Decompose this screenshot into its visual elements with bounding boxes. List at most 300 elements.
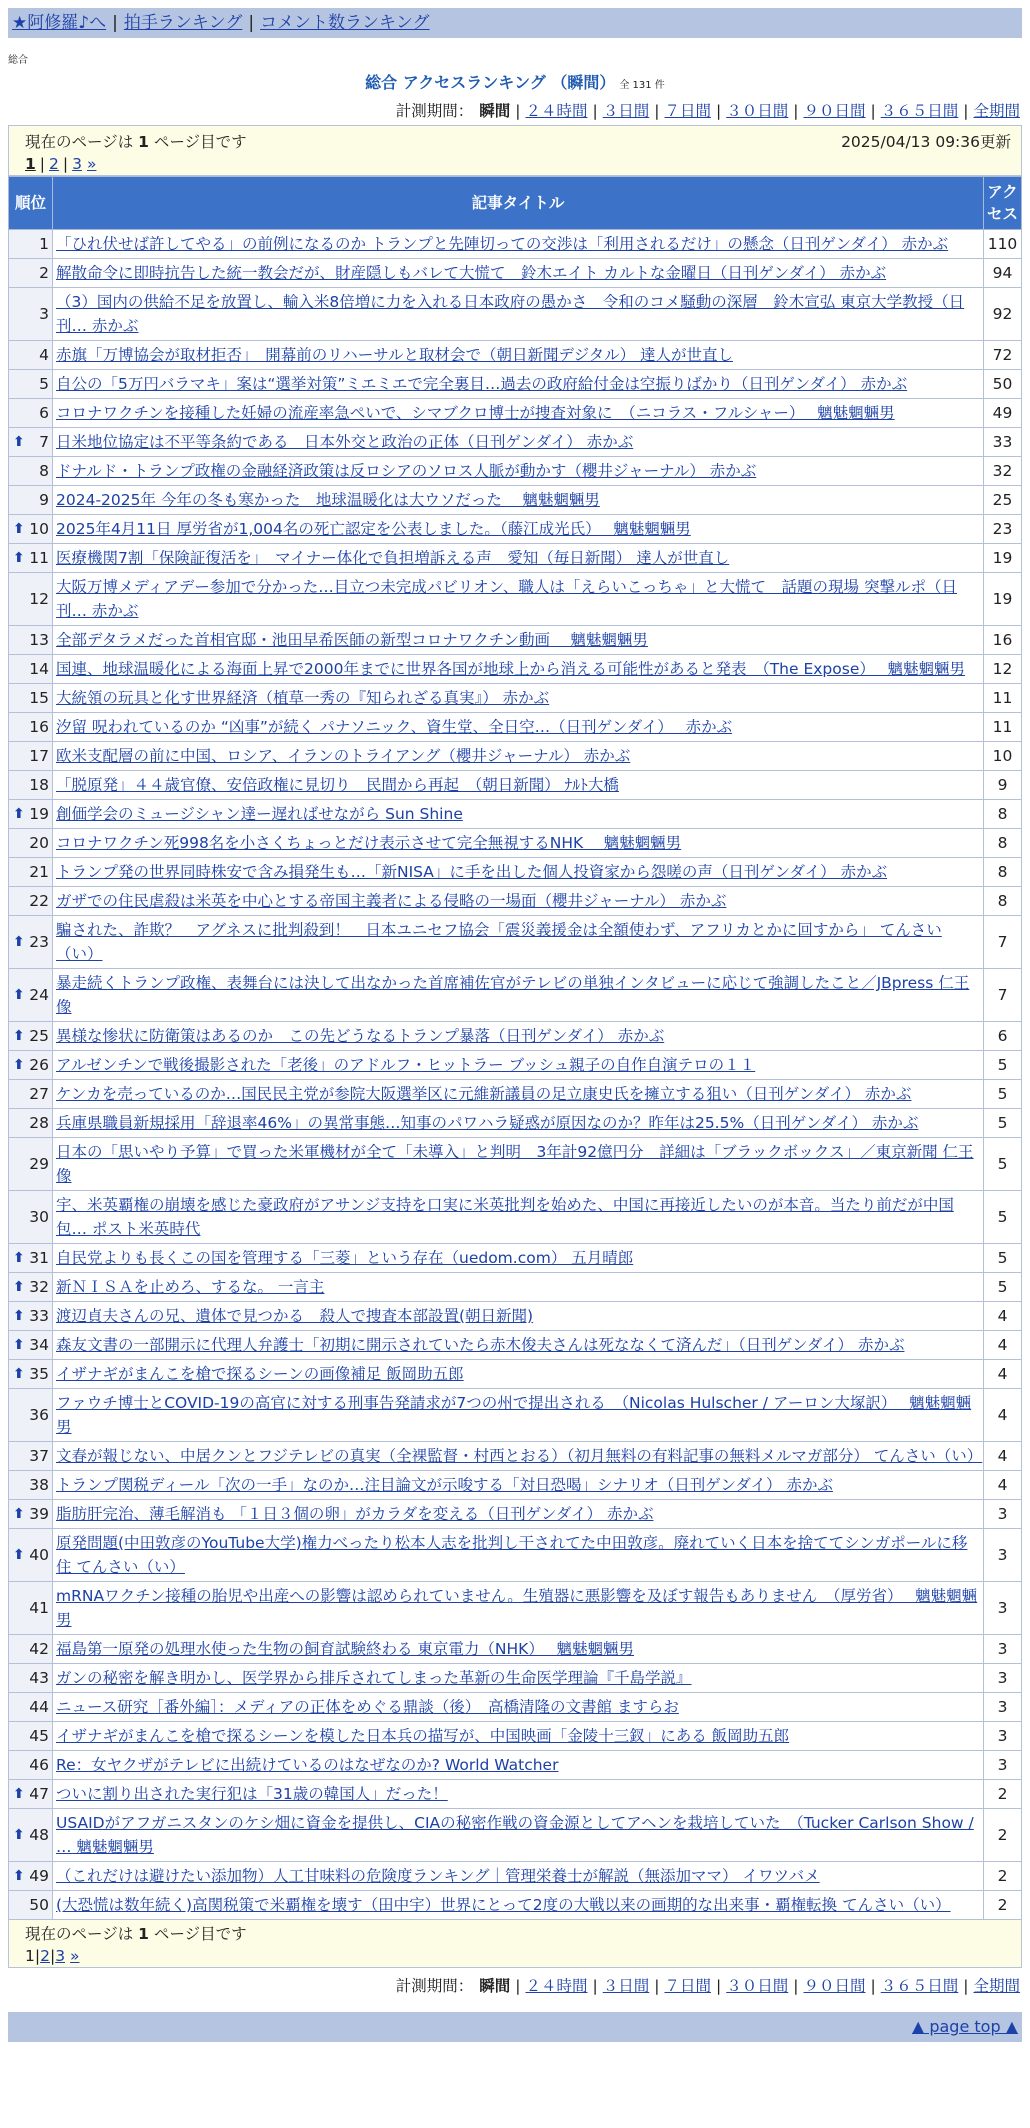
access-count: 4 bbox=[984, 1471, 1022, 1500]
table-row bbox=[9, 486, 1022, 515]
title-cell bbox=[53, 259, 984, 288]
table-row bbox=[9, 1500, 1022, 1529]
period-separator: | bbox=[963, 102, 969, 120]
access-count: 5 bbox=[984, 1138, 1022, 1191]
period-link[interactable]: ３６５日間 bbox=[880, 102, 959, 120]
rank-cell bbox=[9, 259, 53, 288]
access-count: 7 bbox=[984, 969, 1022, 1022]
article-title-link[interactable]: 医療機関7割「保険証復活を」 マイナー体化で負担増訴える声 愛知（毎日新聞） 達人が世直し bbox=[56, 549, 730, 567]
title-cell bbox=[53, 1138, 984, 1191]
page-current: 1 bbox=[25, 155, 36, 173]
rank-number: 24 bbox=[29, 986, 49, 1004]
article-title-link[interactable]: 自公の「5万円バラマキ」案は“選挙対策”ミエミエで完全裏目…過去の政府給付金は空振りばかり（日刊ゲンダイ） 赤かぶ bbox=[56, 375, 908, 393]
table-row bbox=[9, 1442, 1022, 1471]
period-link[interactable]: ３日間 bbox=[602, 1977, 650, 1995]
table-row bbox=[9, 1722, 1022, 1751]
article-title-link[interactable]: 文春が報じない、中居クンとフジテレビの真実（全裸監督・村西とおる）（初月無料の有料記事の無料メルマガ部分） てんさい（い） bbox=[56, 1447, 983, 1465]
arrow-up-icon: ⬆ bbox=[13, 1506, 25, 1522]
article-title-link[interactable]: 創価学会のミュージシャン達ー遅ればせながら Sun Shine bbox=[56, 805, 463, 823]
article-title-link[interactable]: ファウチ博士とCOVID-19の高官に対する刑事告発請求が7つの州で提出される （Nicolas Hulscher / アーロン大塚訳） 魑魅魍魎男 bbox=[56, 1394, 972, 1436]
article-title-link[interactable]: 解散命令に即時抗告した統一教会だが、財産隠しもバレて大慌て 鈴木エイト カルトな金曜日（日刊ゲンダイ） 赤かぶ bbox=[56, 264, 887, 282]
nav-separator: | bbox=[112, 13, 118, 33]
rank-number: 2 bbox=[39, 264, 49, 282]
period-link[interactable]: ３６５日間 bbox=[880, 1977, 959, 1995]
access-count: 4 bbox=[984, 1442, 1022, 1471]
rank-cell bbox=[9, 916, 53, 969]
title-cell bbox=[53, 1273, 984, 1302]
access-count: 4 bbox=[984, 1331, 1022, 1360]
pagination-top bbox=[25, 155, 1011, 173]
rank-number: 45 bbox=[29, 1727, 49, 1745]
arrow-up-icon: ⬆ bbox=[13, 434, 25, 450]
rank-number: 23 bbox=[29, 933, 49, 951]
rank-cell bbox=[9, 1751, 53, 1780]
arrow-up-icon: ⬆ bbox=[13, 806, 25, 822]
article-title-link[interactable]: 福島第一原発の処理水使った生物の飼育試験終わる 東京電力（NHK） 魑魅魍魎男 bbox=[56, 1640, 635, 1658]
period-selector-bottom bbox=[8, 1974, 1020, 1996]
access-count: 32 bbox=[984, 457, 1022, 486]
period-link[interactable]: ７日間 bbox=[664, 1977, 711, 1995]
arrow-up-icon: ⬆ bbox=[13, 1786, 25, 1802]
footer-bar bbox=[8, 2012, 1022, 2042]
rank-cell bbox=[9, 858, 53, 887]
rank-cell bbox=[9, 1635, 53, 1664]
article-title-link[interactable]: ドナルド・トランプ政権の金融経済政策は反ロシアのソロス人脈が動かす（櫻井ジャーナル） 赤かぶ bbox=[56, 462, 757, 480]
rank-cell bbox=[9, 230, 53, 259]
period-separator: | bbox=[870, 1977, 876, 1995]
access-count: 2 bbox=[984, 1891, 1022, 1920]
rank-cell bbox=[9, 829, 53, 858]
rank-number: 32 bbox=[29, 1278, 49, 1296]
article-title-link[interactable]: 異様な惨状に防衛策はあるのか この先どうなるトランプ暴落（日刊ゲンダイ） 赤かぶ bbox=[56, 1027, 665, 1045]
access-count: 5 bbox=[984, 1191, 1022, 1244]
title-cell bbox=[53, 858, 984, 887]
rank-number: 34 bbox=[29, 1336, 49, 1354]
arrow-up-icon: ⬆ bbox=[13, 1337, 25, 1353]
title-cell bbox=[53, 544, 984, 573]
article-title-link[interactable]: 全部デタラメだった首相官邸・池田早希医師の新型コロナワクチン動画 魑魅魍魎男 bbox=[56, 631, 648, 649]
article-title-link[interactable]: 宇、米英覇権の崩壊を感じた豪政府がアサンジ支持を口実に米英批判を始めた、中国に再接近したいのが本音。当たり前だが中国包… ポスト米英時代 bbox=[56, 1196, 954, 1238]
rank-number: 38 bbox=[29, 1476, 49, 1494]
table-row bbox=[9, 1302, 1022, 1331]
article-title-link[interactable]: ケンカを売っているのか…国民民主党が参院大阪選挙区に元維新議員の足立康史氏を擁立する狙い（日刊ゲンダイ） 赤かぶ bbox=[56, 1085, 912, 1103]
table-row bbox=[9, 1051, 1022, 1080]
rank-number: 48 bbox=[29, 1826, 49, 1844]
access-count: 5 bbox=[984, 1080, 1022, 1109]
rank-cell bbox=[9, 544, 53, 573]
table-row bbox=[9, 573, 1022, 626]
rank-number: 20 bbox=[29, 834, 49, 852]
page-current: 1 bbox=[25, 1947, 35, 1965]
title-cell bbox=[53, 1191, 984, 1244]
period-link[interactable]: ３０日間 bbox=[726, 1977, 789, 1995]
asyura-home-link[interactable]: ★阿修羅♪へ bbox=[12, 13, 107, 33]
rank-cell bbox=[9, 288, 53, 341]
article-title-link[interactable]: 汐留 呪われているのか “凶事”が続く パナソニック、資生堂、全日空…（日刊ゲンダイ） 赤かぶ bbox=[56, 718, 733, 736]
page-link[interactable]: 2 bbox=[40, 1947, 50, 1965]
rank-number: 21 bbox=[29, 863, 49, 881]
title-cell bbox=[53, 1244, 984, 1273]
table-row bbox=[9, 916, 1022, 969]
rank-cell bbox=[9, 1360, 53, 1389]
title-cell bbox=[53, 428, 984, 457]
access-count: 92 bbox=[984, 288, 1022, 341]
title-cell bbox=[53, 370, 984, 399]
article-title-link[interactable]: （これだけは避けたい添加物）人工甘味料の危険度ランキング｜管理栄養士が解説（無添加ママ） イワツバメ bbox=[56, 1867, 820, 1885]
table-row bbox=[9, 626, 1022, 655]
title-cell bbox=[53, 1529, 984, 1582]
article-title-link[interactable]: 国連、地球温暖化による海面上昇で2000年までに世界各国が地球上から消える可能性があると発表 （The Expose） 魑魅魍魎男 bbox=[56, 660, 966, 678]
title-cell bbox=[53, 1500, 984, 1529]
rank-number: 50 bbox=[29, 1896, 49, 1914]
rank-cell bbox=[9, 1022, 53, 1051]
table-row bbox=[9, 1138, 1022, 1191]
period-separator: | bbox=[793, 102, 799, 120]
article-title-link[interactable]: 2024-2025年 今年の冬も寒かった 地球温暖化は大ウソだった 魑魅魍魎男 bbox=[56, 491, 600, 509]
rank-cell bbox=[9, 1109, 53, 1138]
rank-cell bbox=[9, 1891, 53, 1920]
rank-cell bbox=[9, 1780, 53, 1809]
rank-cell bbox=[9, 399, 53, 428]
table-row bbox=[9, 1022, 1022, 1051]
access-count: 11 bbox=[984, 713, 1022, 742]
table-row bbox=[9, 1273, 1022, 1302]
article-title-link[interactable]: 暴走続くトランプ政権、表舞台には決して出なかった首席補佐官がテレビの単独インタビューに応じて強調したこと／JBpress 仁王像 bbox=[56, 974, 970, 1016]
rank-number: 25 bbox=[29, 1027, 49, 1045]
title-cell bbox=[53, 969, 984, 1022]
title-cell bbox=[53, 1022, 984, 1051]
table-row bbox=[9, 655, 1022, 684]
rank-cell bbox=[9, 1862, 53, 1891]
nav-separator: | bbox=[248, 13, 255, 33]
rank-cell bbox=[9, 1331, 53, 1360]
title-cell bbox=[53, 573, 984, 626]
period-link[interactable]: ７日間 bbox=[664, 102, 711, 120]
arrow-up-icon: ⬆ bbox=[13, 1868, 25, 1884]
article-title-link[interactable]: 兵庫県職員新規採用「辞退率46%」の異常事態…知事のパワハラ疑惑が原因なのか？昨年は25.5%（日刊ゲンダイ） 赤かぶ bbox=[56, 1114, 919, 1132]
article-title-link[interactable]: 大統領の玩具と化す世界経済（植草一秀の『知られざる真実』） 赤かぶ bbox=[56, 689, 550, 707]
rank-cell bbox=[9, 1722, 53, 1751]
table-row bbox=[9, 341, 1022, 370]
rank-cell bbox=[9, 655, 53, 684]
title-cell bbox=[53, 1302, 984, 1331]
rank-cell bbox=[9, 370, 53, 399]
rank-cell bbox=[9, 771, 53, 800]
table-row bbox=[9, 1529, 1022, 1582]
section-label: 総合 bbox=[8, 55, 28, 66]
article-title-link[interactable]: （3）国内の供給不足を放置し、輸入米8倍増に力を入れる日本政府の愚かさ 令和のコメ騒動の深層 鈴木宣弘 東京大学教授（日刊… 赤かぶ bbox=[56, 293, 965, 335]
article-title-link[interactable]: 新ＮＩＳＡを止めろ、するな。 一言主 bbox=[56, 1278, 325, 1296]
access-count: 3 bbox=[984, 1664, 1022, 1693]
access-count: 12 bbox=[984, 655, 1022, 684]
header-title: 記事タイトル bbox=[53, 177, 984, 230]
title-cell bbox=[53, 1080, 984, 1109]
table-row bbox=[9, 544, 1022, 573]
table-row bbox=[9, 1331, 1022, 1360]
article-title-link[interactable]: ついに割り出された実行犯は「31歳の韓国人」だった！ bbox=[56, 1785, 448, 1803]
title-cell bbox=[53, 1693, 984, 1722]
title-cell bbox=[53, 1471, 984, 1500]
rank-number: 16 bbox=[29, 718, 49, 736]
table-row bbox=[9, 1080, 1022, 1109]
table-row bbox=[9, 230, 1022, 259]
period-separator: | bbox=[654, 102, 660, 120]
table-row bbox=[9, 370, 1022, 399]
top-navigation bbox=[8, 8, 1022, 38]
arrow-up-icon: ⬆ bbox=[13, 1057, 25, 1073]
rank-cell bbox=[9, 1529, 53, 1582]
access-count: 3 bbox=[984, 1500, 1022, 1529]
rank-number: 13 bbox=[29, 631, 49, 649]
rank-number: 36 bbox=[29, 1406, 49, 1424]
access-count: 3 bbox=[984, 1529, 1022, 1582]
period-link[interactable]: ３日間 bbox=[602, 102, 650, 120]
article-title-link[interactable]: 欧米支配層の前に中国、ロシア、イランのトライアング（櫻井ジャーナル） 赤かぶ bbox=[56, 747, 631, 765]
access-count: 9 bbox=[984, 771, 1022, 800]
arrow-up-icon: ⬆ bbox=[13, 987, 25, 1003]
period-link[interactable]: 全期間 bbox=[973, 1977, 1020, 1995]
article-title-link[interactable]: コロナワクチン死998名を小さくちょっとだけ表示させて完全無視するNHK 魑魅魍魎男 bbox=[56, 834, 682, 852]
title-cell bbox=[53, 341, 984, 370]
title-cell bbox=[53, 1331, 984, 1360]
article-title-link[interactable]: USAIDがアフガニスタンのケシ畑に資金を提供し、CIAの秘密作戦の資金源としてアヘンを栽培していた （Tucker Carlson Show / … 魑魅魍魎男 bbox=[56, 1814, 974, 1856]
rank-number: 44 bbox=[29, 1698, 49, 1716]
table-row bbox=[9, 399, 1022, 428]
rank-cell bbox=[9, 1664, 53, 1693]
title-cell bbox=[53, 1722, 984, 1751]
table-row bbox=[9, 684, 1022, 713]
page-separator: | bbox=[49, 1947, 56, 1965]
access-count: 19 bbox=[984, 544, 1022, 573]
table-row bbox=[9, 1191, 1022, 1244]
period-link[interactable]: 全期間 bbox=[973, 102, 1020, 120]
table-row bbox=[9, 1244, 1022, 1273]
rank-number: 14 bbox=[29, 660, 49, 678]
article-title-link[interactable]: 渡辺貞夫さんの兄、遺体で見つかる 殺人で捜査本部設置(朝日新聞) bbox=[56, 1307, 534, 1325]
title-cell bbox=[53, 1109, 984, 1138]
header-rank: 順位 bbox=[9, 177, 53, 230]
table-row bbox=[9, 428, 1022, 457]
access-count: 3 bbox=[984, 1582, 1022, 1635]
rank-cell bbox=[9, 1389, 53, 1442]
rank-cell bbox=[9, 800, 53, 829]
rank-cell bbox=[9, 969, 53, 1022]
title-cell bbox=[53, 1664, 984, 1693]
access-count: 3 bbox=[984, 1751, 1022, 1780]
article-title-link[interactable]: 自民党よりも長くこの国を管理する「三菱」という存在（uedom.com） 五月晴郎 bbox=[56, 1249, 634, 1267]
access-count: 50 bbox=[984, 370, 1022, 399]
period-link[interactable]: ２４時間 bbox=[525, 102, 588, 120]
title-cell bbox=[53, 742, 984, 771]
access-count: 3 bbox=[984, 1693, 1022, 1722]
article-title-link[interactable]: 騙された、詐欺？ アグネスに批判殺到！ 日本ユニセフ協会「震災義援金は全額使わず、アフリカとかに回すから」 てんさい（い） bbox=[56, 921, 942, 963]
access-count: 4 bbox=[984, 1360, 1022, 1389]
title-cell bbox=[53, 1780, 984, 1809]
rank-cell bbox=[9, 1051, 53, 1080]
title-cell bbox=[53, 399, 984, 428]
access-count: 5 bbox=[984, 1244, 1022, 1273]
access-count: 16 bbox=[984, 626, 1022, 655]
access-count: 8 bbox=[984, 800, 1022, 829]
article-title-link[interactable]: コロナワクチンを接種した妊婦の流産率急ぺいで、シマブクロ博士が捜査対象に （ニコラス・フルシャー） 魑魅魍魎男 bbox=[56, 404, 895, 422]
article-title-link[interactable]: 森友文書の一部開示に代理人弁護士「初期に開示されていたら赤木俊夫さんは死ななくて済んだ」（日刊ゲンダイ） 赤かぶ bbox=[56, 1336, 905, 1354]
comment-ranking-link[interactable]: コメント数ランキング bbox=[260, 13, 430, 33]
article-title-link[interactable]: mRNAワクチン接種の胎児や出産への影響は認められていません。生殖器に悪影響を及ぼす報告もありません （厚労省） 魑魅魍魎男 bbox=[56, 1587, 978, 1629]
access-count: 94 bbox=[984, 259, 1022, 288]
period-link[interactable]: ３０日間 bbox=[726, 102, 789, 120]
period-separator: | bbox=[716, 1977, 722, 1995]
title-cell bbox=[53, 288, 984, 341]
table-row bbox=[9, 1109, 1022, 1138]
table-row bbox=[9, 969, 1022, 1022]
article-title-link[interactable]: トランプ発の世界同時株安で含み損発生も…「新NISA」に手を出した個人投資家から怨嗟の声（日刊ゲンダイ） 赤かぶ bbox=[56, 863, 888, 881]
access-count: 8 bbox=[984, 829, 1022, 858]
title-cell bbox=[53, 515, 984, 544]
article-title-link[interactable]: ガンの秘密を解き明かし、医学界から排斥されてしまった革新の生命医学理論『千島学説』 bbox=[56, 1669, 692, 1687]
table-row bbox=[9, 288, 1022, 341]
arrow-up-icon: ⬆ bbox=[13, 1250, 25, 1266]
arrow-up-icon: ⬆ bbox=[13, 1827, 25, 1843]
article-title-link[interactable]: 2025年4月11日 厚労省が1,004名の死亡認定を公表しました。（藤江成光氏） 魑魅魍魎男 bbox=[56, 520, 691, 538]
title-cell bbox=[53, 1635, 984, 1664]
access-count: 7 bbox=[984, 916, 1022, 969]
rank-number: 35 bbox=[29, 1365, 49, 1383]
article-title-link[interactable]: イザナギがまんこを槍で探るシーンの画像補足 飯岡助五郎 bbox=[56, 1365, 464, 1383]
page-link[interactable]: 3 bbox=[72, 155, 83, 173]
access-count: 110 bbox=[984, 230, 1022, 259]
table-row bbox=[9, 1664, 1022, 1693]
period-link[interactable]: ９０日間 bbox=[803, 1977, 866, 1995]
header-access: アクセス bbox=[984, 177, 1022, 230]
period-link[interactable]: ９０日間 bbox=[803, 102, 866, 120]
title-cell bbox=[53, 916, 984, 969]
page-link[interactable]: 2 bbox=[49, 155, 59, 173]
pagination-bottom bbox=[25, 1947, 1011, 1965]
rank-number: 46 bbox=[29, 1756, 49, 1774]
title-cell bbox=[53, 1862, 984, 1891]
period-separator: | bbox=[716, 102, 722, 120]
applause-ranking-link[interactable]: 拍手ランキング bbox=[123, 13, 243, 33]
rank-number: 9 bbox=[39, 491, 49, 509]
rank-cell bbox=[9, 573, 53, 626]
table-row bbox=[9, 713, 1022, 742]
period-link[interactable]: ２４時間 bbox=[525, 1977, 588, 1995]
article-title-link[interactable]: ニュース研究［番外編］：メディアの正体をめぐる鼎談（後） 高橋清隆の文書館 ますらお bbox=[56, 1698, 679, 1716]
rank-cell bbox=[9, 713, 53, 742]
rank-number: 39 bbox=[29, 1505, 49, 1523]
table-row bbox=[9, 1360, 1022, 1389]
article-title-link[interactable]: Re：女ヤクザがテレビに出続けているのはなぜなのか? World Watcher bbox=[56, 1756, 559, 1774]
total-count: 全 131 件 bbox=[619, 80, 665, 91]
rank-cell bbox=[9, 1582, 53, 1635]
rank-number: 17 bbox=[29, 747, 49, 765]
table-row bbox=[9, 1751, 1022, 1780]
rank-cell bbox=[9, 428, 53, 457]
article-title-link[interactable]: 脂肪肝完治、薄毛解消も 「１日３個の卵」がカラダを変える（日刊ゲンダイ） 赤かぶ bbox=[56, 1505, 654, 1523]
article-title-link[interactable]: イザナギがまんこを槍で探るシーンを模した日本兵の描写が、中国映画「金陵十三釵」にある 飯岡助五郎 bbox=[56, 1727, 790, 1745]
period-separator: | bbox=[515, 102, 521, 120]
access-count: 25 bbox=[984, 486, 1022, 515]
rank-cell bbox=[9, 1693, 53, 1722]
rank-cell bbox=[9, 742, 53, 771]
period-label: 計測期間： bbox=[395, 102, 474, 120]
arrow-up-icon: ⬆ bbox=[13, 1028, 25, 1044]
period-separator: | bbox=[592, 1977, 598, 1995]
rank-cell bbox=[9, 1302, 53, 1331]
title-cell bbox=[53, 457, 984, 486]
access-count: 2 bbox=[984, 1862, 1022, 1891]
article-title-link[interactable]: アルゼンチンで戦後撮影された「老後」のアドルフ・ヒットラー ブッシュ親子の自作自演テロの１１ bbox=[56, 1056, 756, 1074]
rank-number: 18 bbox=[29, 776, 49, 794]
period-separator: | bbox=[592, 102, 598, 120]
title-cell bbox=[53, 1582, 984, 1635]
rank-cell bbox=[9, 1500, 53, 1529]
page-separator: | bbox=[62, 155, 69, 173]
rank-cell bbox=[9, 626, 53, 655]
rank-number: 4 bbox=[39, 346, 49, 364]
rank-cell bbox=[9, 1191, 53, 1244]
table-row bbox=[9, 1582, 1022, 1635]
rank-number: 37 bbox=[29, 1447, 49, 1465]
access-count: 11 bbox=[984, 684, 1022, 713]
rank-cell bbox=[9, 486, 53, 515]
access-count: 5 bbox=[984, 1273, 1022, 1302]
article-title-link[interactable]: ガザでの住民虐殺は米英を中心とする帝国主義者による侵略の一場面（櫻井ジャーナル） 赤かぶ bbox=[56, 892, 727, 910]
access-count: 3 bbox=[984, 1635, 1022, 1664]
article-title-link[interactable]: 「ひれ伏せば許してやる」の前例になるのか トランプと先陣切っての交渉は「利用されるだけ」の懸念（日刊ゲンダイ） 赤かぶ bbox=[56, 235, 949, 253]
page-link[interactable]: 3 bbox=[55, 1947, 66, 1965]
article-title-link[interactable]: 「脱原発」４４歳官僚、安倍政権に見切り 民間から再起 （朝日新聞） ﾅﾙﾄ大橋 bbox=[56, 776, 619, 794]
updated-timestamp: 2025/04/13 09:36更新 bbox=[841, 133, 1011, 151]
arrow-up-icon: ⬆ bbox=[13, 934, 25, 950]
table-row bbox=[9, 457, 1022, 486]
title-cell bbox=[53, 713, 984, 742]
article-title-link[interactable]: 日米地位協定は不平等条約である 日本外交と政治の正体（日刊ゲンダイ） 赤かぶ bbox=[56, 433, 634, 451]
page-info-box-bottom bbox=[8, 1920, 1022, 1968]
period-current: 瞬間 bbox=[479, 102, 511, 120]
rank-cell bbox=[9, 1273, 53, 1302]
arrow-up-icon: ⬆ bbox=[13, 521, 25, 537]
rank-number: 33 bbox=[29, 1307, 49, 1325]
next-page-link[interactable]: » bbox=[70, 1947, 80, 1965]
access-count: 8 bbox=[984, 887, 1022, 916]
period-label: 計測期間： bbox=[395, 1977, 474, 1995]
page-top-link[interactable]: ▲ page top ▲ bbox=[911, 2017, 1018, 2036]
access-count: 3 bbox=[984, 1722, 1022, 1751]
article-title-link[interactable]: (大恐慌は数年続く)高関税策で米覇権を壊す（田中宇）世界にとって2度の大戦以来の画期的な出来事・覇権転換 てんさい（い） bbox=[56, 1896, 951, 1914]
page-separator: | bbox=[34, 1947, 41, 1965]
rank-number: 43 bbox=[29, 1669, 49, 1687]
title-cell bbox=[53, 1751, 984, 1780]
next-page-link[interactable]: » bbox=[86, 155, 97, 173]
article-title-link[interactable]: 赤旗「万博協会が取材拒否」 開幕前のリハーサルと取材会で（朝日新聞デジタル） 達人が世直し bbox=[56, 346, 734, 364]
access-count: 8 bbox=[984, 858, 1022, 887]
title-cell bbox=[53, 1389, 984, 1442]
article-title-link[interactable]: 原発問題(中田敦彦のYouTube大学)権力べったり松本人志を批判し干されてた中田敦彦。廃れていく日本を捨ててシンガポールに移住 てんさい（い） bbox=[56, 1534, 968, 1576]
rank-number: 26 bbox=[29, 1056, 49, 1074]
article-title-link[interactable]: 日本の「思いやり予算」で買った米軍機材が全て「未導入」と判明 3年計92億円分 詳細は「ブラックボックス」／東京新聞 仁王像 bbox=[56, 1143, 974, 1185]
article-title-link[interactable]: 大阪万博メディアデー参加で分かった…目立つ未完成パビリオン、職人は「えらいこっちゃ」と大慌て 話題の現場 突撃ルポ（日刊… 赤かぶ bbox=[56, 578, 957, 620]
page-separator: | bbox=[39, 155, 46, 173]
page-title-text: 総合 アクセスランキング （瞬間） bbox=[365, 73, 616, 92]
access-count: 2 bbox=[984, 1809, 1022, 1862]
rank-number: 31 bbox=[29, 1249, 49, 1267]
article-title-link[interactable]: トランプ関税ディール「次の一手」なのか…注目論文が示唆する「対日恐喝」シナリオ（日刊ゲンダイ） 赤かぶ bbox=[56, 1476, 833, 1494]
title-cell bbox=[53, 887, 984, 916]
access-count: 2 bbox=[984, 1780, 1022, 1809]
table-header-row bbox=[9, 177, 1022, 230]
arrow-up-icon: ⬆ bbox=[13, 1279, 25, 1295]
